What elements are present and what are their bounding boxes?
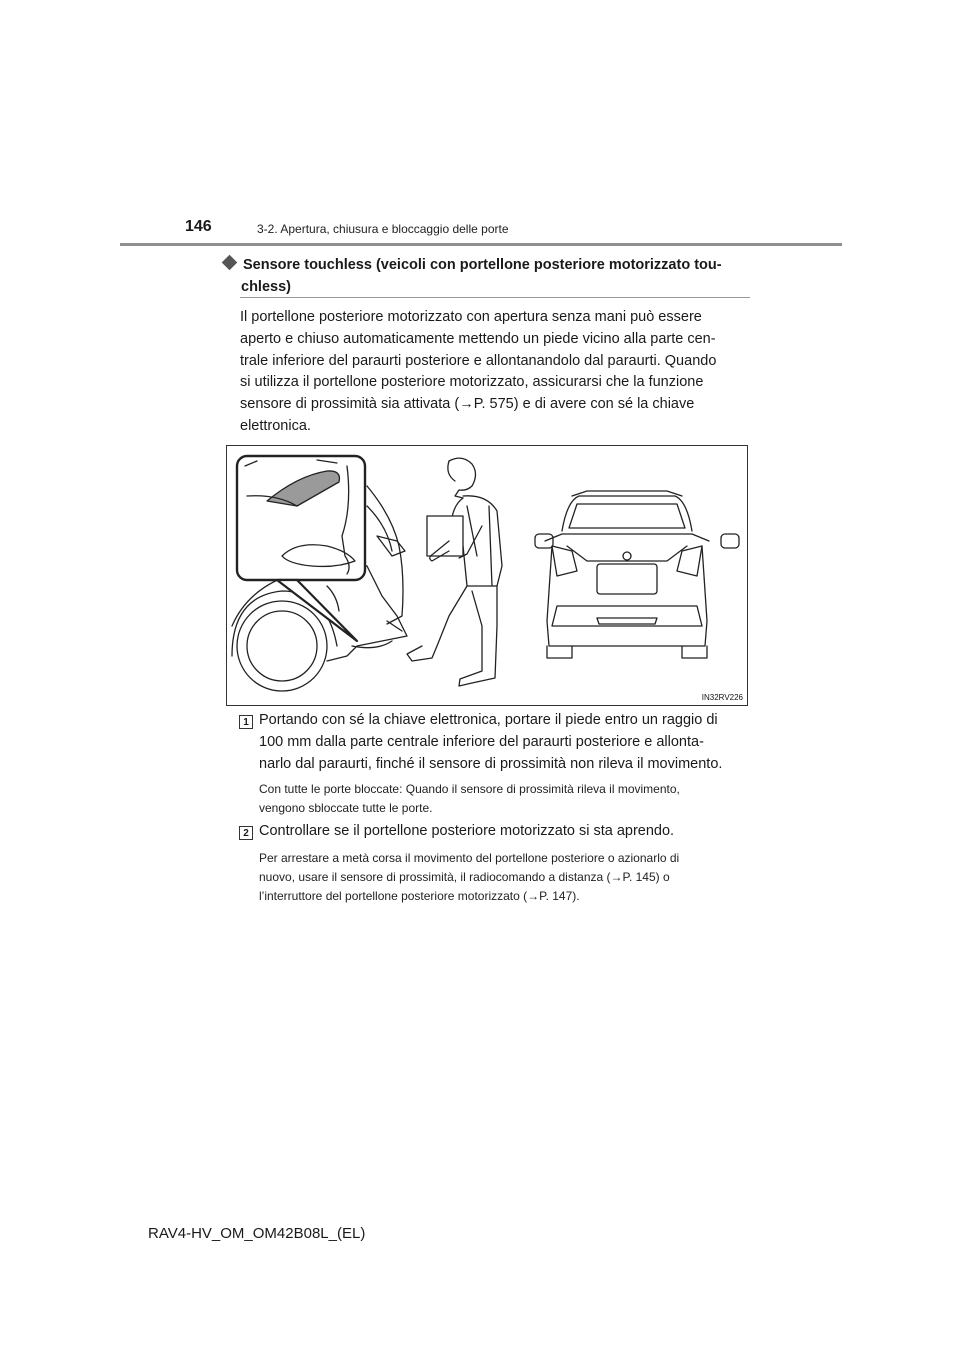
step-1-text [259,710,751,775]
intro-paragraph [240,307,750,438]
step-line: narlo dal paraurti, finché il sensore di prossimità non rileva il movimento. [259,755,723,772]
intro-line: Il portellone posteriore motorizzato con apertura senza mani può essere [240,309,702,325]
section-title: 3-2. Apertura, chiusura e bloccaggio delle porte [257,222,509,236]
diamond-bullet-icon [222,255,238,271]
person-kicking-icon [407,458,502,686]
note-line: Per arrestare a metà corsa il movimento del portellone posteriore o azionarlo di [259,851,680,865]
car-rear-icon [535,491,739,658]
intro-line: si utilizza il portellone posteriore motorizzato, assicurarsi che la funzione [240,374,704,391]
intro-line: sensore di prossimità sia attivata (→P. 575) e di avere con sé la chiave [240,396,695,413]
note-line: nuovo, usare il sensore di prossimità, il radiocomando a distanza (→P. 145) o [259,870,670,884]
step-line: Controllare se il portellone posteriore motorizzato si sta aprendo. [259,823,675,839]
intro-line: aperto e chiuso automaticamente mettendo un piede vicino alla parte cen- [240,330,716,347]
intro-line: elettronica. [240,417,311,434]
figure-code: IN32RV226 [701,693,743,702]
page-number: 146 [185,218,212,235]
step-2-note [259,849,751,906]
step-line: 100 mm dalla parte centrale inferiore del paraurti posteriore e allonta- [259,733,704,750]
illustration-svg [227,446,747,705]
header-rule [120,243,842,246]
subsection-title-line1: Sensore touchless (veicoli con portellone posteriore motorizzato tou- [243,257,722,273]
subsection-heading [220,254,750,298]
note-line: Con tutte le porte bloccate: Quando il sensore di prossimità rileva il movimento, [259,782,680,796]
footer-doc-code: RAV4-HV_OM_OM42B08L_(EL) [148,1225,366,1242]
illustration [226,445,748,706]
subsection-rule [240,297,750,298]
intro-line: trale inferiore del paraurti posteriore e allontanandolo dal paraurti. Quando [240,352,717,369]
step-2-text [259,821,751,843]
step-number-badge: 2 [239,826,253,840]
step-number-badge: 1 [239,715,253,729]
note-line: l’interruttore del portellone posteriore motorizzato (→P. 147). [259,889,580,903]
note-line: vengono sbloccate tutte le porte. [259,801,433,815]
subsection-title-line2: chless) [241,279,291,295]
step-line: Portando con sé la chiave elettronica, portare il piede entro un raggio di [259,712,718,728]
step-1-note [259,780,751,818]
bumper-zoom-icon [237,456,365,641]
